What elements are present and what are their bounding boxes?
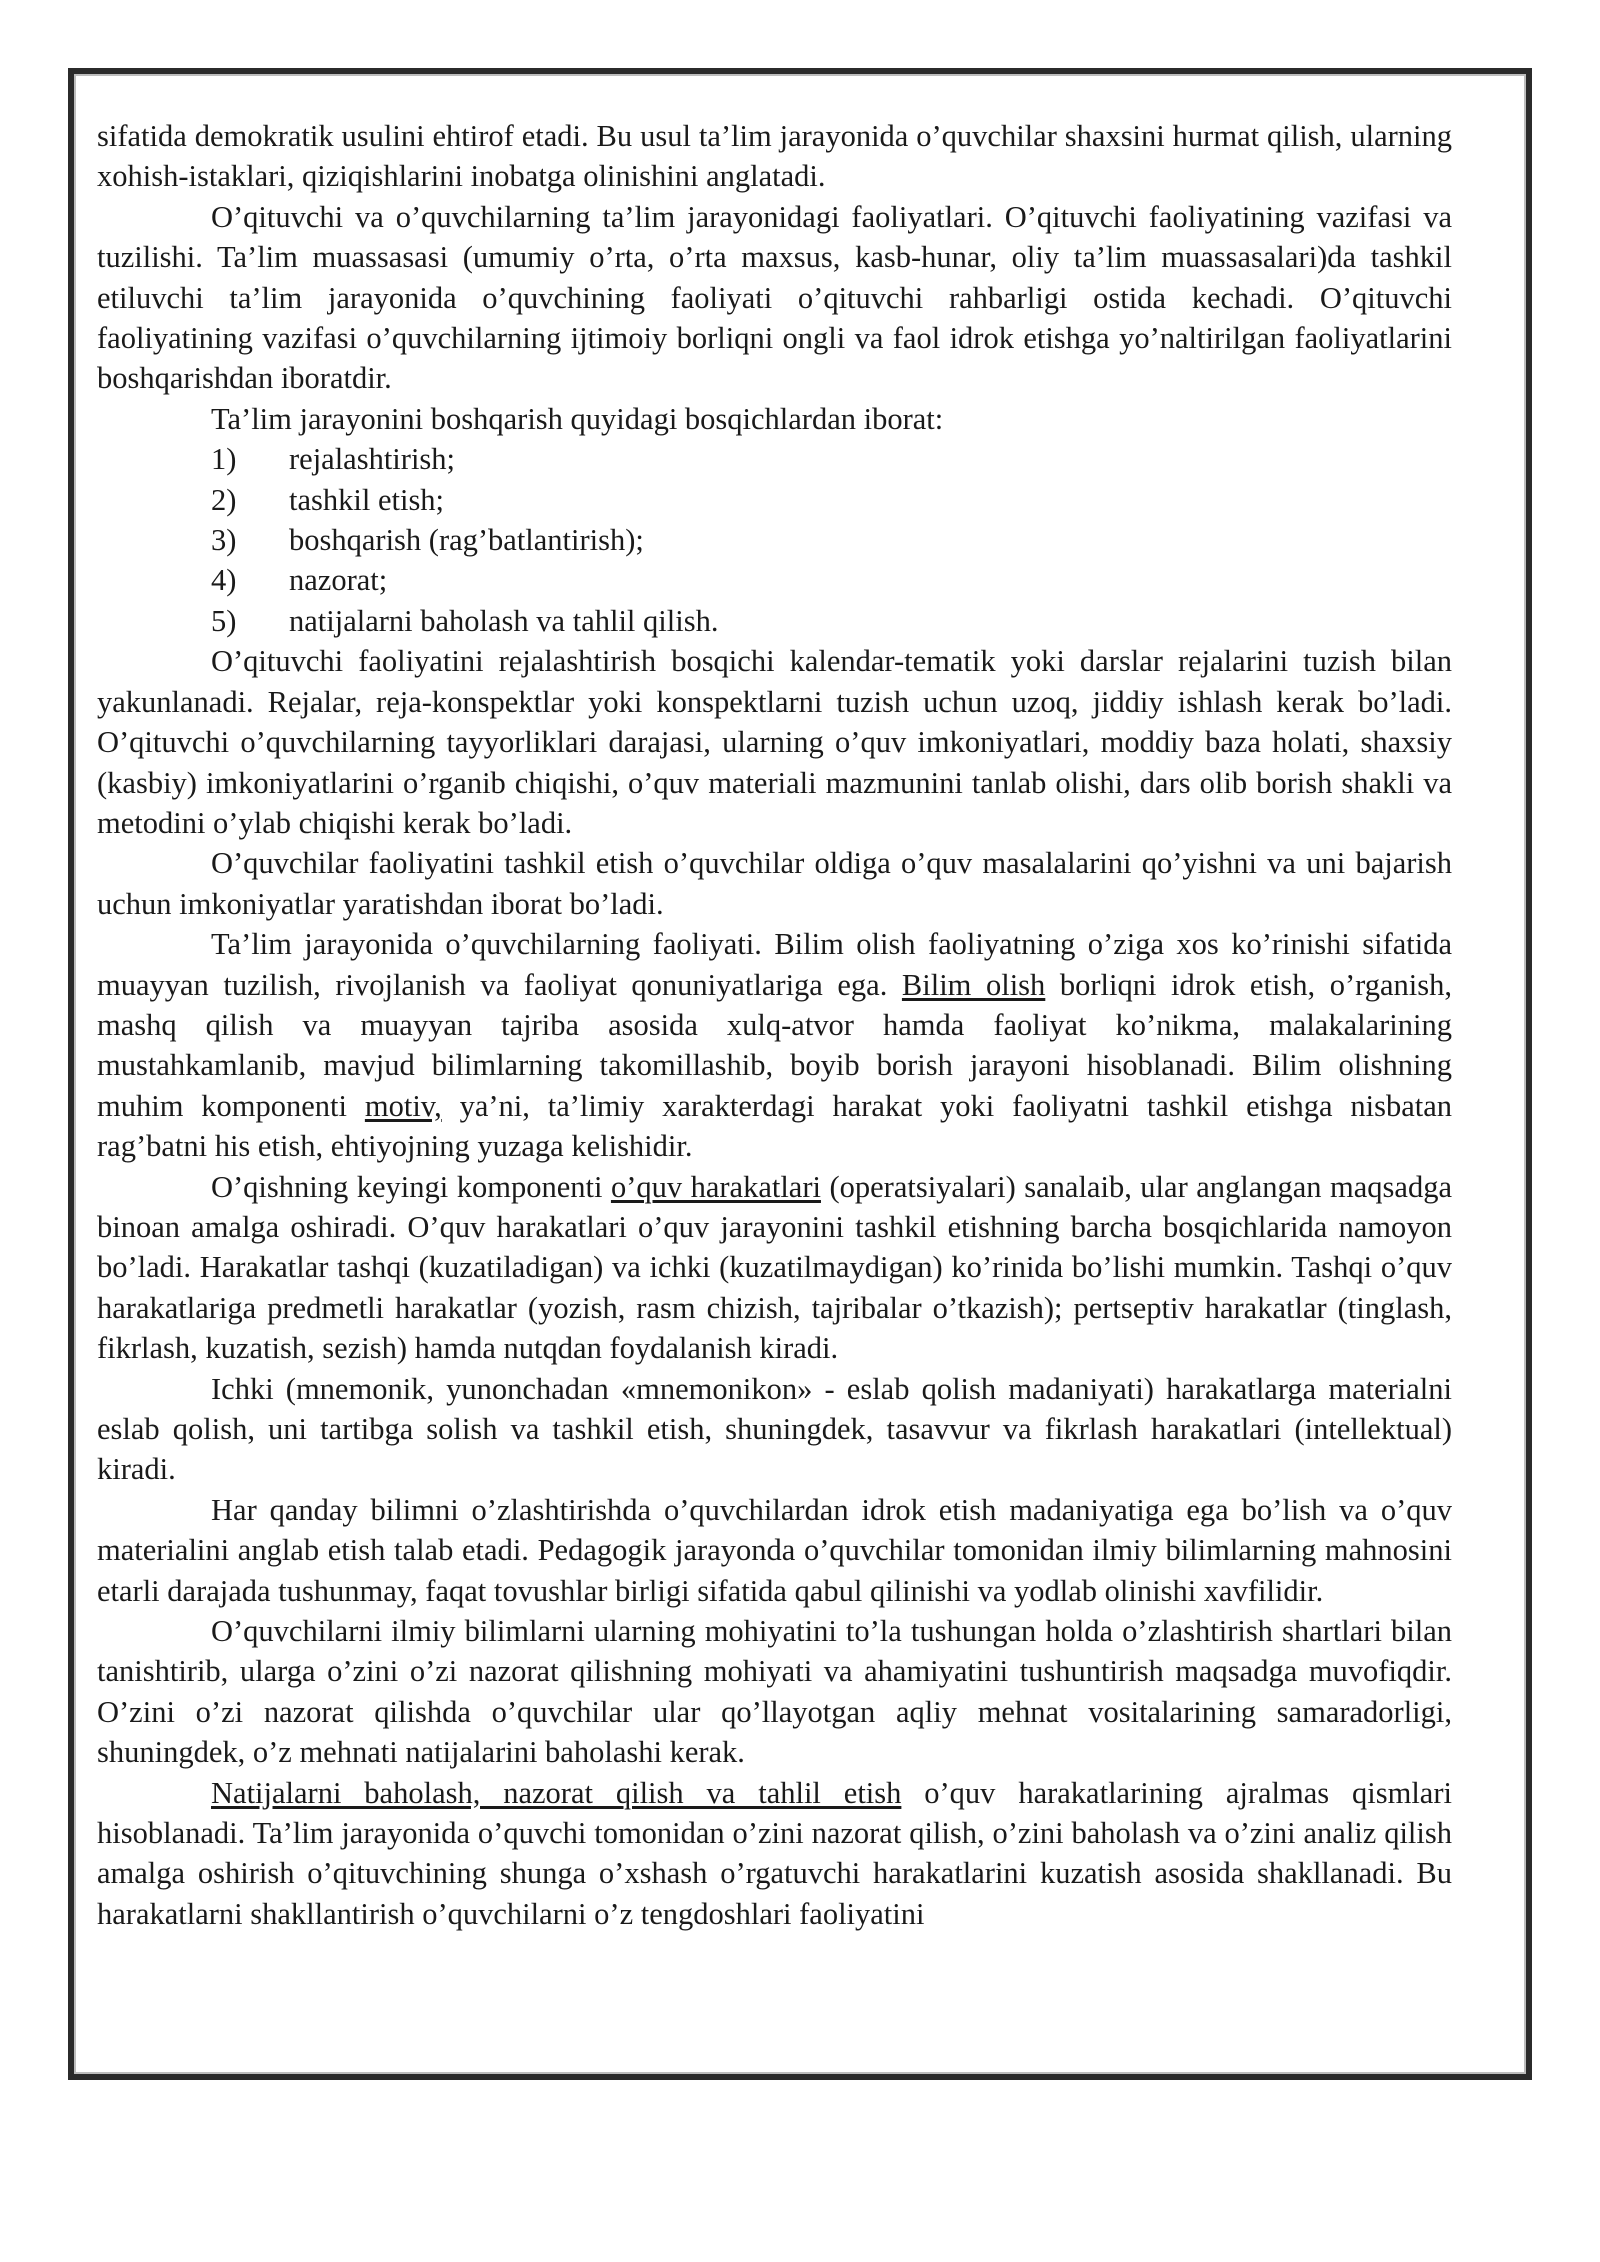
list-text: rejalashtirish; <box>289 442 456 477</box>
text-run: borliqni idrok etish, o’rganish, mashq qilish va muayyan tajriba asosida xulq-atvor hamda faoliyat ko’nikma, malakalarining mustahkamlanib, mavjud bilimlarning takomillashib, boyib borish jarayoni hisoblanadi. Bilim olishning muhim komponenti <box>97 967 1452 1123</box>
paragraph-5: O’quvchilar faoliyatini tashkil etish o’quvchilar oldiga o’quv masalalarini qo’yishni va uni bajarish uchun imkoniyatlar yaratishdan iborat bo’ladi. <box>97 846 1452 921</box>
stages-list <box>97 439 1452 641</box>
list-number: 5) <box>211 603 237 638</box>
list-number: 3) <box>211 523 237 558</box>
paragraph-4: O’qituvchi faoliyatini rejalashtirish bosqichi kalendar-tematik yoki darslar rejalarini tuzish bilan yakunlanadi. Rejalar, reja-konspektlar yoki konspektlarni tuzish uchun uzoq, jiddiy ishlash kerak bo’ladi. O’qituvchi o’quvchilarning tayyorliklari darajasi, ularning o’quv imkoniyatlari, moddiy baza holati, shaxsiy (kasbiy) imkoniyatlarini o’rganib chiqishi, o’quv materiali mazmunini tanlab olishi, dars olib borish shakli va metodini o’ylab chiqishi kerak bo’ladi. <box>97 644 1452 840</box>
list-text: natijalarni baholash va tahlil qilish. <box>289 603 719 638</box>
text-run: o’quv harakatlarining ajralmas qismlari hisoblanadi. Ta’lim jarayonida o’quvchi tomonidan o’zini nazorat qilish, o’zini baholash va o’zini analiz qilish amalga oshirish o’qituvchining shunga o’xshash o’rgatuvchi harakatlarini kuzatish asosida shakllanadi. Bu harakatlarni shakllantirish o’quvchilarni o’z tengdoshlari faoliyatini <box>97 1775 1452 1931</box>
list-text: tashkil etish; <box>289 482 445 517</box>
underlined-term: o’quv harakatlari <box>610 1169 821 1204</box>
text-run: Ta’lim jarayonida o’quvchilarning faoliyati. Bilim olish faoliyatning o’ziga xos ko’rinishi sifatida muayyan tuzilish, rivojlanish va faoliyat qonuniyatlariga ega. <box>97 927 1452 1002</box>
list-number: 4) <box>211 563 237 598</box>
underlined-term: Natijalarni baholash, nazorat qilish va tahlil etish <box>211 1775 902 1810</box>
paragraph-3: Ta’lim jarayonini boshqarish quyidagi bosqichlardan iborat: <box>211 401 944 436</box>
paragraph-2: O’qituvchi va o’quvchilarning ta’lim jarayonidagi faoliyatlari. O’qituvchi faoliyatining vazifasi va tuzilishi. Ta’lim muassasasi (umumiy o’rta, o’rta maxsus, kasb-hunar, oliy ta’lim muassasalari)da tashkil etiluvchi ta’lim jarayonida o’quvchining faoliyati o’qituvchi rahbarligi ostida kechadi. O’qituvchi faoliyatining vazifasi o’quvchilarning ijtimoiy borliqni ongli va faol idrok etishga yo’naltirilgan faoliyatlarini boshqarishdan iboratdir. <box>97 199 1452 396</box>
text-run: (operatsiyalari) sanalaib, ular anglangan maqsadga binoan amalga oshiradi. O’quv harakatlari o’quv jarayonini tashkil etishning barcha bosqichlarida namoyon bo’ladi. Harakatlar tashqi (kuzatiladigan) va ichki (kuzatilmaydigan) ko’rinida bo’lishi mumkin. Tashqi o’quv harakatlariga predmetli harakatlar (yozish, rasm chizish, tajribalar o’tkazish); pertseptiv harakatlar (tinglash, fikrlash, kuzatish, sezish) hamda nutqdan foydalanish kiradi. <box>97 1169 1453 1366</box>
list-number: 2) <box>211 482 237 517</box>
underlined-term: motiv, <box>364 1088 442 1123</box>
paragraph-6 <box>97 924 1452 1166</box>
list-item <box>97 439 1452 479</box>
paragraph-8: Ichki (mnemonik, yunonchadan «mnemonikon» - eslab qolish madaniyati) harakatlarga materialni eslab qolish, uni tartibga solish va tashkil etish, shuningdek, tasavvur va fikrlash harakatlari (intellektual) kiradi. <box>97 1371 1452 1487</box>
list-text: nazorat; <box>289 563 388 598</box>
text-run: O’qishning keyingi komponenti <box>211 1169 611 1204</box>
underlined-term: Bilim olish <box>901 967 1046 1002</box>
paragraph-9: Har qanday bilimni o’zlashtirishda o’quvchilardan idrok etish madaniyatiga ega bo’lish va o’quv materialini anglab etish talab etadi. Pedagogik jarayonda o’quvchilar tomonidan ilmiy bilimlarning mahnosini etarli darajada tushunmay, faqat tovushlar birligi sifatida qabul qilinishi va yodlab olinishi xavfilidir. <box>97 1492 1452 1608</box>
list-item <box>97 520 1452 560</box>
list-item <box>97 560 1452 600</box>
paragraph-10: O’quvchilarni ilmiy bilimlarni ularning mohiyatini to’la tushungan holda o’zlashtirish shartlari bilan tanishtirib, ularga o’zini o’zi nazorat qilishning mohiyati va ahamiyatini tushuntirish maqsadga muvofiqdir. O’zini o’zi nazorat qilishda o’quvchilar ular qo’llayotgan aqliy mehnat vositalarining samaradorligi, shuningdek, o’z mehnati natijalarini baholashi kerak. <box>97 1614 1452 1770</box>
list-text: boshqarish (rag’batlantirish); <box>289 523 644 558</box>
paragraph-11 <box>97 1773 1452 1935</box>
list-number: 1) <box>211 442 237 477</box>
text-run: ya’ni, ta’limiy xarakterdagi harakat yoki faoliyatni tashkil etishga nisbatan rag’batni his etish, ehtiyojning yuzaga kelishidir. <box>97 1088 1452 1164</box>
paragraph-7 <box>97 1167 1452 1369</box>
paragraph-1: sifatida demokratik usulini ehtirof etadi. Bu usul ta’lim jarayonida o’quvchilar shaxsini hurmat qilish, ularning xohish-istaklari, qiziqishlarini inobatga olinishini anglatadi. <box>97 119 1452 194</box>
list-item <box>97 601 1452 641</box>
list-item <box>97 480 1452 520</box>
document-body <box>97 116 1452 1934</box>
